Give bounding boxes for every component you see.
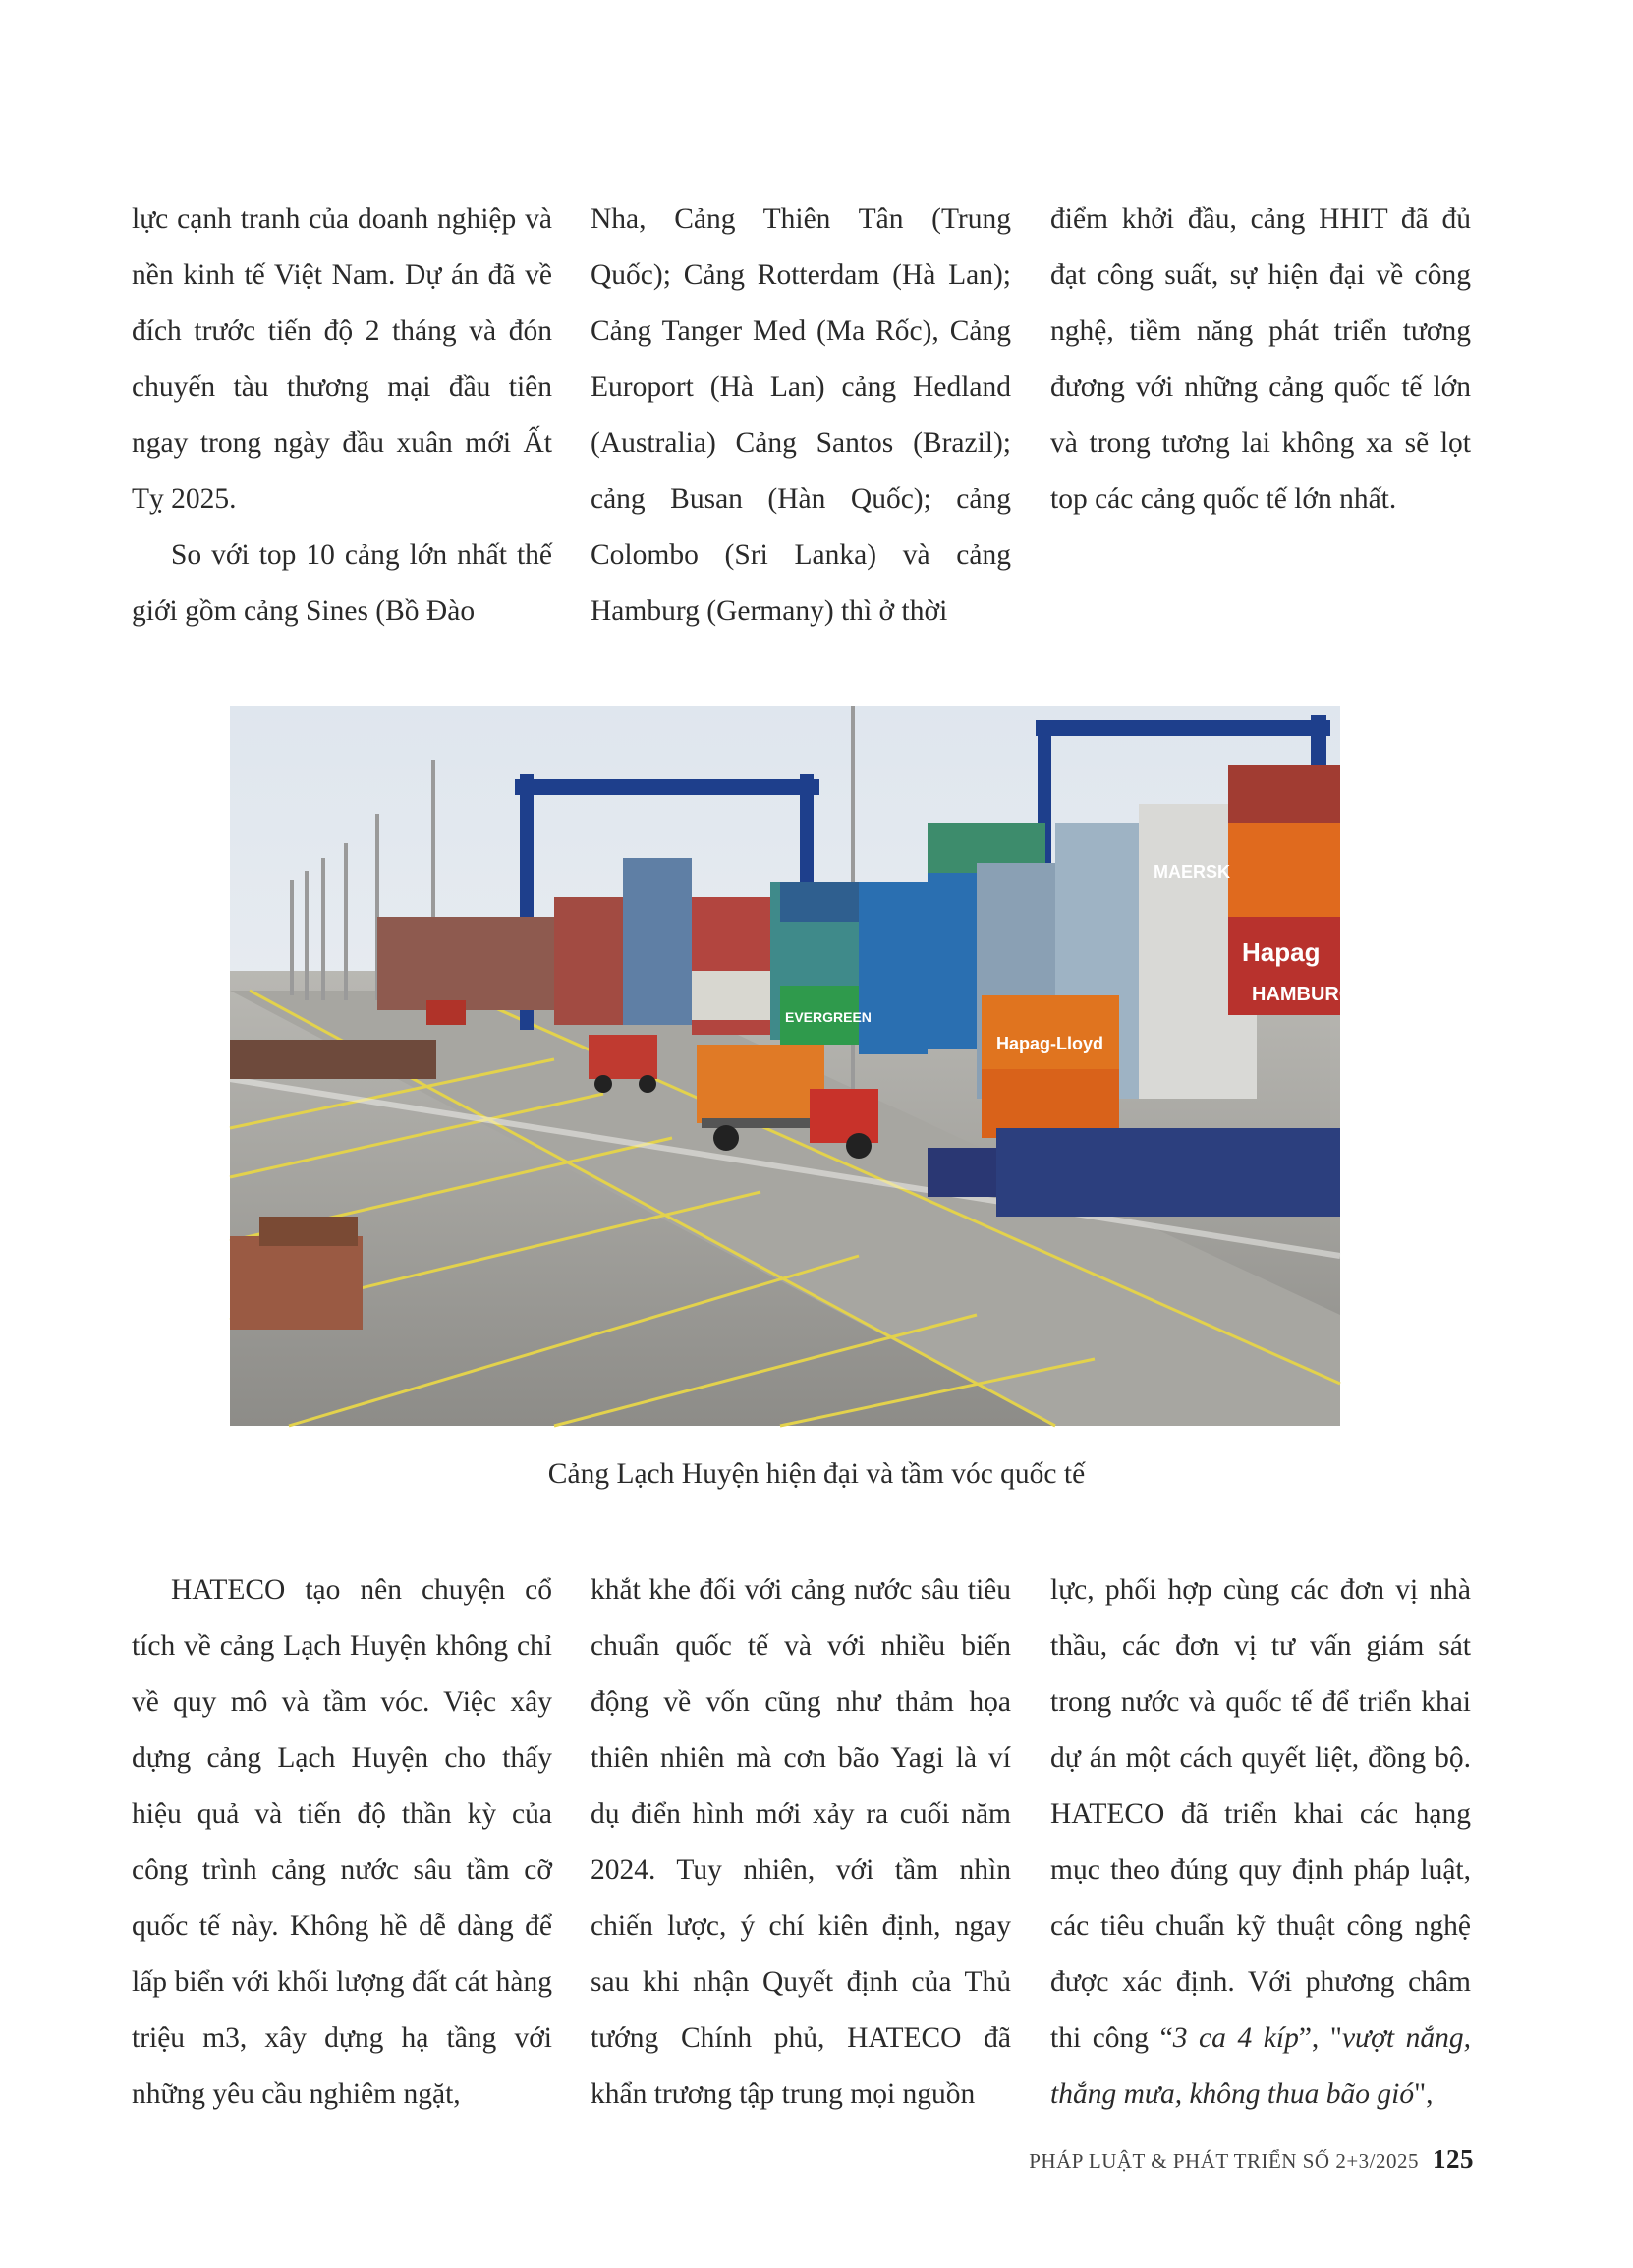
text-column-6 <box>1050 1562 1471 2123</box>
text-column-5 <box>591 1562 1011 2123</box>
container-label: Hapag <box>1242 937 1321 967</box>
text-run: ”, " <box>1298 2022 1342 2054</box>
paragraph: So với top 10 cảng lớn nhất thế giới gồm cảng Sines (Bồ Đào <box>132 539 552 627</box>
text-run: ", <box>1414 2078 1434 2110</box>
container-label: EVERGREEN <box>785 1009 872 1025</box>
text-run: lực, phối hợp cùng các đơn vị nhà thầu, các đơn vị tư vấn giám sát trong nước và quốc tế để triển khai dự án một cách quyết liệt, đồng bộ. HATECO đã triển khai các hạng mục theo đúng quy định pháp luật, các tiêu chuẩn kỹ thuật công nghệ được xác định. Với phương châm thi công “ <box>1050 1574 1471 2054</box>
container-label: MAERSK <box>1154 862 1231 881</box>
text-column-4 <box>132 1562 552 2123</box>
paragraph: lực cạnh tranh của doanh nghiệp và nền kinh tế Việt Nam. Dự án đã về đích trước tiến độ 2 tháng và đón chuyến tàu thương mại đầu tiên ngay trong ngày đầu xuân mới Ất Tỵ 2025. <box>132 203 552 515</box>
port-photo <box>230 706 1355 1426</box>
page-number: 125 <box>1433 2144 1474 2174</box>
paragraph <box>1050 1562 1471 2123</box>
container-label: HAMBURG <box>1252 984 1355 1005</box>
paragraph: HATECO tạo nên chuyện cổ tích về cảng Lạch Huyện không chỉ về quy mô và tầm vóc. Việc xây dựng cảng Lạch Huyện cho thấy hiệu quả và tiến độ thần kỳ của công trình cảng nước sâu tầm cỡ quốc tế này. Không hề dễ dàng để lấp biển với khối lượng đất cát hàng triệu m3, xây dựng hạ tầng với những yêu cầu nghiêm ngặt, <box>132 1574 552 2110</box>
italic-text: 3 ca 4 kíp <box>1172 2022 1299 2054</box>
paragraph: Nha, Cảng Thiên Tân (Trung Quốc); Cảng Rotterdam (Hà Lan); Cảng Tanger Med (Ma Rốc), Cảng Europort (Hà Lan) cảng Hedland (Australia) Cảng Santos (Brazil); cảng Busan (Hàn Quốc); cảng Colombo (Sri Lanka) và cảng Hamburg (Germany) thì ở thời <box>591 203 1011 627</box>
text-column-1 <box>132 192 552 640</box>
text-column-2 <box>591 192 1011 640</box>
container-label: Hapag-Lloyd <box>996 1034 1104 1053</box>
italic-text: vượt nắng, thắng mưa, không thua bão gió <box>1050 2022 1472 2110</box>
paragraph: khắt khe đối với cảng nước sâu tiêu chuẩn quốc tế và với nhiều biến động về vốn cũng như thảm họa thiên nhiên mà cơn bão Yagi là ví dụ điển hình mới xảy ra cuối năm 2024. Tuy nhiên, với tầm nhìn chiến lược, ý chí kiên định, ngay sau khi nhận Quyết định của Thủ tướng Chính phủ, HATECO đã khẩn trương tập trung mọi nguồn <box>591 1574 1011 2110</box>
magazine-name: PHÁP LUẬT & PHÁT TRIỂN SỐ 2+3/2025 <box>1029 2149 1419 2173</box>
text-column-3 <box>1050 192 1471 528</box>
page-footer <box>1029 2144 1474 2175</box>
paragraph: điểm khởi đầu, cảng HHIT đã đủ đạt công suất, sự hiện đại về công nghệ, tiềm năng phát triển tương đương với những cảng quốc tế lớn và trong tương lai không xa sẽ lọt top các cảng quốc tế lớn nhất. <box>1050 203 1471 515</box>
figure-caption: Cảng Lạch Huyện hiện đại và tầm vóc quốc tế <box>547 1458 1086 1490</box>
